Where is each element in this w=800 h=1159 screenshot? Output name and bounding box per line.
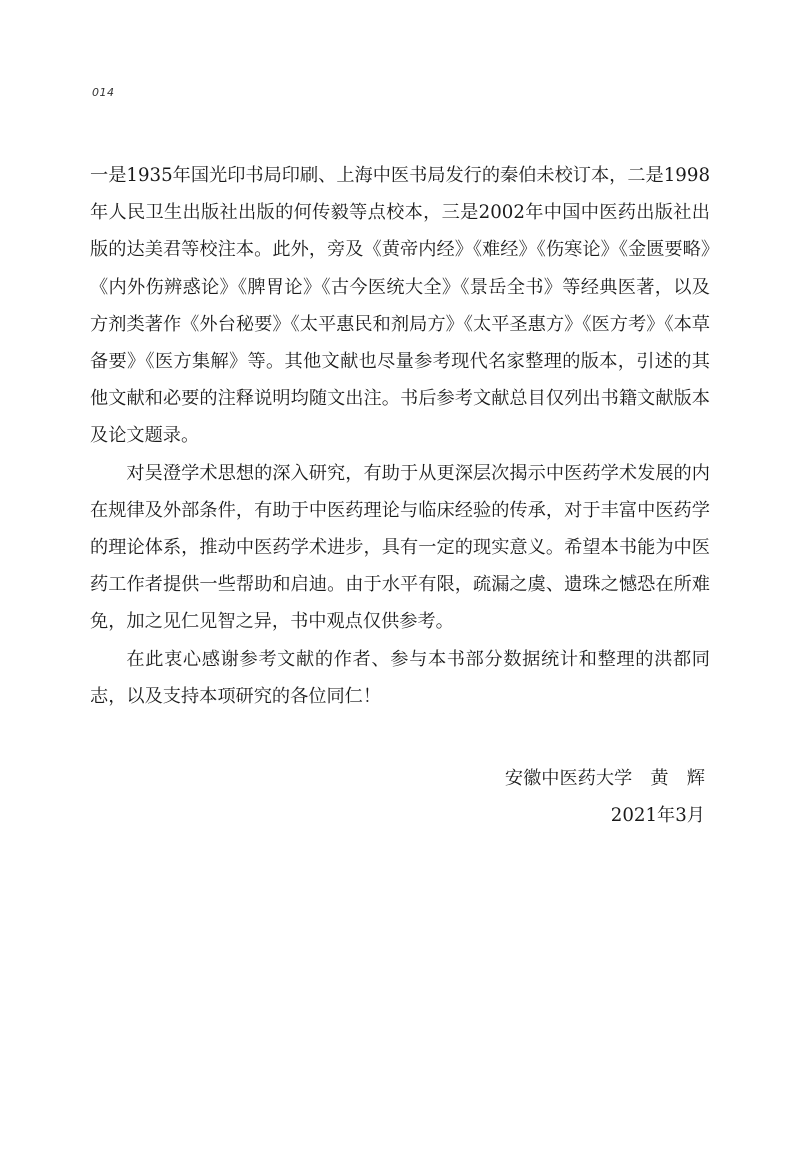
paragraph-references: 一是1935年国光印书局印刷、上海中医书局发行的秦伯未校订本，二是1998年人民卫生出版社出版的何传毅等点校本，三是2002年中国中医药出版社出版的达美君等校注本。此外，旁及《黄帝内经》《难经》《伤寒论》《金匮要略》《内外伤辨惑论》《脾胃论》《古今医统大全》《景岳全书》等经典医著，以及方剂类著作《外台秘要》《太平惠民和剂局方》《太平圣惠方》《医方考》《本草备要》《医方集解》等。其他文献也尽量参考现代名家整理的版本，引述的其他文献和必要的注释说明均随文出注。书后参考文献总目仅列出书籍文献版本及论文题录。	[90, 165, 711, 447]
signature-date: 2021年3月	[610, 805, 705, 827]
signature-block	[505, 760, 705, 834]
paragraph-significance: 对吴澄学术思想的深入研究，有助于从更深层次揭示中医药学术发展的内在规律及外部条件，有助于中医药理论与临床经验的传承，对于丰富中医药学的理论体系，推动中医药学术进步，具有一定的现实意义。希望本书能为中医药工作者提供一些帮助和启迪。由于水平有限，疏漏之虞、遗珠之憾恐在所难免，加之见仁见智之异，书中观点仅供参考。	[90, 462, 710, 633]
body-text	[90, 157, 710, 715]
signature-affiliation-author: 安徽中医药大学 黄 辉	[504, 768, 705, 789]
page-number: 014	[92, 86, 115, 99]
paragraph-acknowledgements: 在此衷心感谢参考文献的作者、参与本书部分数据统计和整理的洪都同志，以及支持本项研究的各位同仁！	[90, 648, 710, 707]
